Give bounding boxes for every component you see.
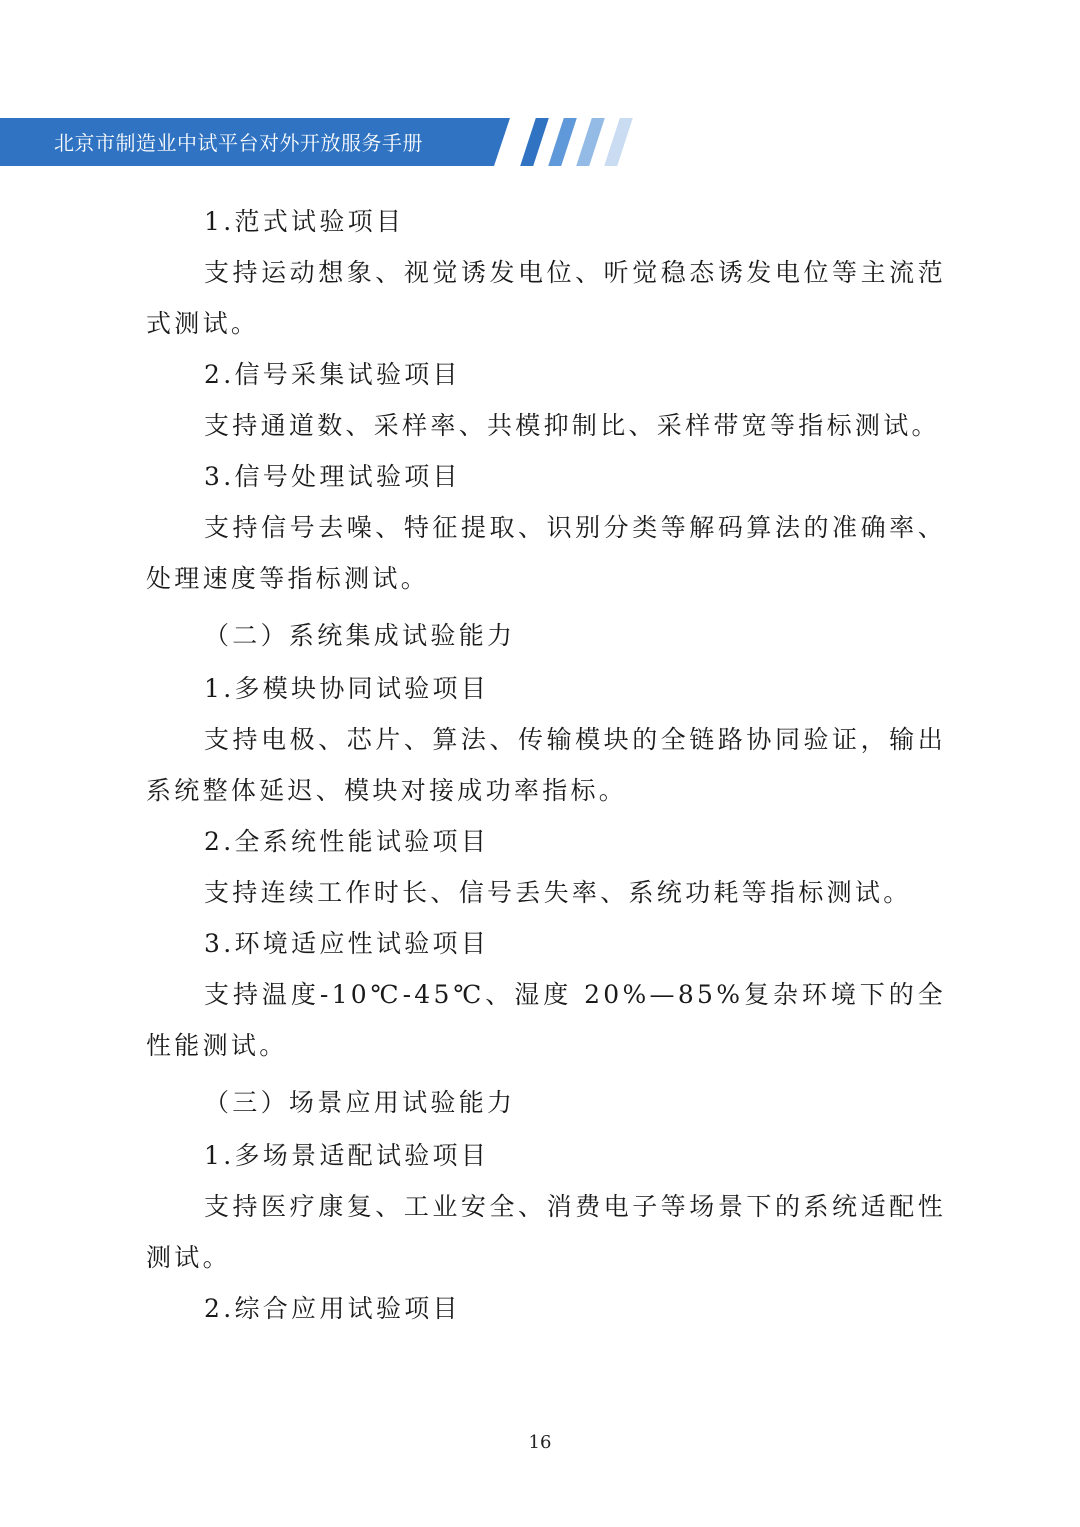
decorative-stripe — [548, 118, 577, 166]
item-heading: 2.全系统性能试验项目 — [204, 827, 490, 856]
item-heading: 1.范式试验项目 — [204, 207, 405, 236]
document-title: 北京市制造业中试平台对外开放服务手册 — [54, 131, 423, 155]
item-description: 支持医疗康复、工业安全、消费电子等场景下的系统适配性测试。 — [146, 1192, 946, 1272]
section-heading: （三）场景应用试验能力 — [204, 1088, 516, 1117]
page-number: 16 — [528, 1432, 552, 1453]
item-description: 支持温度-10℃-45℃、湿度 20%—85%复杂环境下的全性能测试。 — [146, 980, 946, 1060]
item-description: 支持电极、芯片、算法、传输模块的全链路协同验证，输出系统整体延迟、模块对接成功率指标。 — [146, 725, 946, 805]
item-heading: 3.环境适应性试验项目 — [204, 929, 490, 958]
decorative-stripe — [520, 118, 549, 166]
item-heading: 1.多模块协同试验项目 — [204, 674, 490, 703]
page-body — [146, 196, 946, 1334]
decorative-stripe — [576, 118, 605, 166]
item-description: 支持信号去噪、特征提取、识别分类等解码算法的准确率、处理速度等指标测试。 — [146, 513, 946, 593]
item-description: 支持通道数、采样率、共模抑制比、采样带宽等指标测试。 — [204, 411, 940, 440]
item-heading: 2.综合应用试验项目 — [204, 1294, 461, 1323]
decorative-stripe — [604, 118, 633, 166]
item-heading: 1.多场景适配试验项目 — [204, 1141, 490, 1170]
item-description: 支持连续工作时长、信号丢失率、系统功耗等指标测试。 — [204, 878, 912, 907]
item-heading: 2.信号采集试验项目 — [204, 360, 461, 389]
item-heading: 3.信号处理试验项目 — [204, 462, 461, 491]
item-description: 支持运动想象、视觉诱发电位、听觉稳态诱发电位等主流范式测试。 — [146, 258, 946, 338]
section-heading: （二）系统集成试验能力 — [204, 621, 516, 650]
